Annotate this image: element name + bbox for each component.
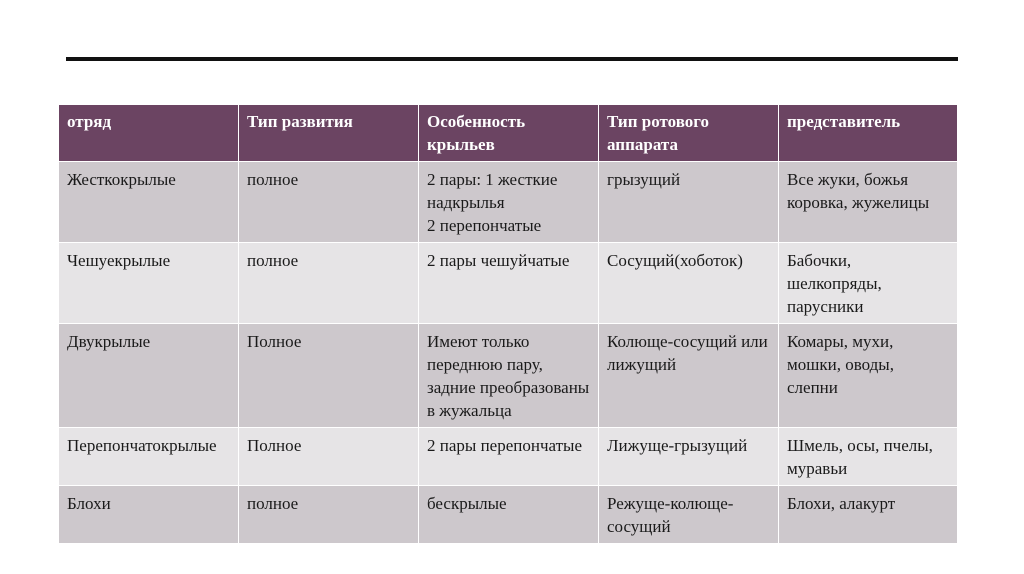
cell-order: Блохи (59, 486, 239, 544)
cell-mouthparts-type: Режуще-колюще-сосущий (599, 486, 779, 544)
cell-development-type: Полное (239, 324, 419, 428)
table-row (59, 162, 958, 243)
cell-representative: Все жуки, божья коровка, жужелицы (779, 162, 958, 243)
cell-wing-feature: бескрылые (419, 486, 599, 544)
cell-mouthparts-type: грызущий (599, 162, 779, 243)
cell-order: Двукрылые (59, 324, 239, 428)
cell-wing-feature: 2 пары: 1 жесткие надкрылья 2 перепончатые (419, 162, 599, 243)
cell-representative: Шмель, осы, пчелы, муравьи (779, 428, 958, 486)
table-row (59, 324, 958, 428)
cell-development-type: Полное (239, 428, 419, 486)
cell-order: Жесткокрылые (59, 162, 239, 243)
cell-wing-feature: Имеют только переднюю пару, задние преобразованы в жужальца (419, 324, 599, 428)
cell-order: Перепончатокрылые (59, 428, 239, 486)
cell-mouthparts-type: Сосущий(хоботок) (599, 243, 779, 324)
cell-mouthparts-type: Колюще-сосущий или лижущий (599, 324, 779, 428)
cell-development-type: полное (239, 486, 419, 544)
cell-development-type: полное (239, 162, 419, 243)
header-representative: представитель (779, 105, 958, 162)
cell-wing-feature: 2 пары перепончатые (419, 428, 599, 486)
cell-wing-feature: 2 пары чешуйчатые (419, 243, 599, 324)
table-row (59, 486, 958, 544)
header-development-type: Тип развития (239, 105, 419, 162)
cell-order: Чешуекрылые (59, 243, 239, 324)
title-divider-line (66, 57, 958, 61)
table-row (59, 428, 958, 486)
cell-representative: Бабочки, шелкопряды, парусники (779, 243, 958, 324)
cell-representative: Блохи, алакурт (779, 486, 958, 544)
table-row (59, 243, 958, 324)
cell-mouthparts-type: Лижуще-грызущий (599, 428, 779, 486)
header-order: отряд (59, 105, 239, 162)
header-mouthparts-type: Тип ротового аппарата (599, 105, 779, 162)
header-wing-feature: Особенность крыльев (419, 105, 599, 162)
insect-orders-table (58, 104, 958, 544)
table-header-row (59, 105, 958, 162)
cell-representative: Комары, мухи, мошки, оводы, слепни (779, 324, 958, 428)
cell-development-type: полное (239, 243, 419, 324)
